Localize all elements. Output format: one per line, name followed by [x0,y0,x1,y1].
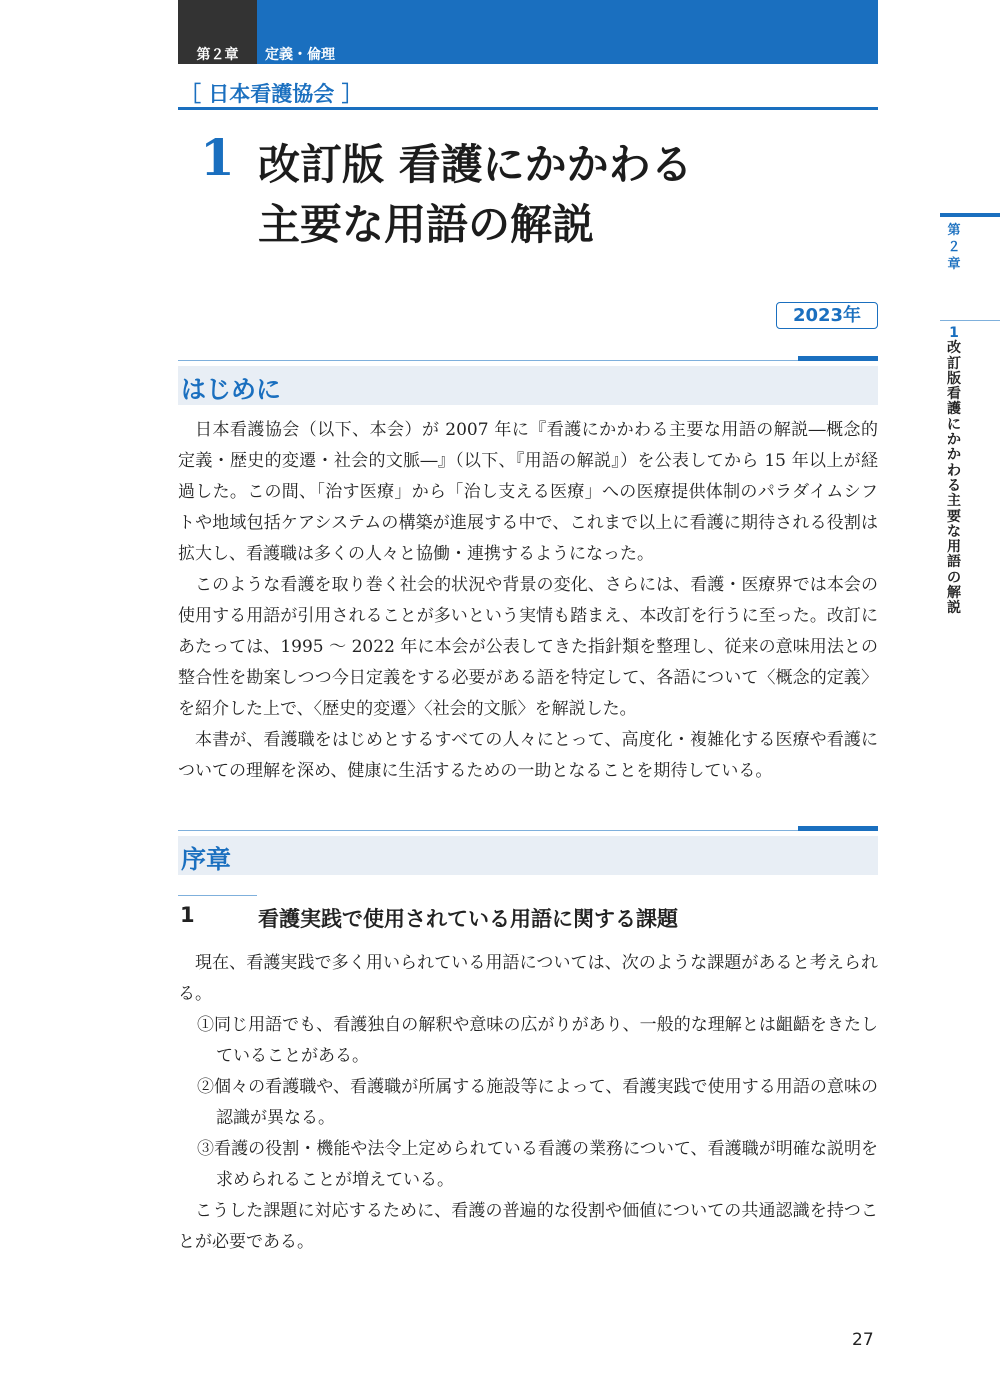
list-item: ②個々の看護職や、看護職が所属する施設等によって、看護実践で使用する用語の意味の認識が異なる。 [197,1077,878,1128]
side-tab-text: 改訂版 看護にかかわる主要な用語の解説 [947,340,961,617]
prologue-lead: 現在、看護実践で多く用いられている用語については、次のような課題があると考えられる。 [178,953,878,1004]
prologue-body [178,948,878,1258]
side-tab-rule [940,213,1000,217]
list-item: ①同じ用語でも、看護独自の解釈や意味の広がりがあり、一般的な理解とは齟齬をきたしていることがある。 [197,1015,878,1066]
header-chapter-label: 第２章 [196,47,239,63]
section-header-bg [178,836,878,875]
header-topic-label: 定義・倫理 [265,47,335,63]
section-rule-accent [798,826,878,831]
page-title-line-2: 主要な用語の解説 [258,200,595,249]
side-tab-chapter: 第２章 [947,223,961,272]
intro-paragraph: 日本看護協会（以下、本会）が 2007 年に『看護にかかわる主要な用語の解説―概念的定義・歴史的変遷・社会的文脈―』（以下、『用語の解説』）を公表してから 15 年以上が経過した。この間、「治す医療」から「治し支える医療」への医療提供体制のパラダイムシフトや地域包括ケアシステムの構築が進展する中で、これまで以上に看護に期待される役割は拡大し、看護職は多くの人々と協働・連携するようになった。 [178,420,878,564]
section-header-bg [178,366,878,405]
subsection-rule [178,895,257,896]
subsection-title: 看護実践で使用されている用語に関する課題 [258,907,678,931]
intro-paragraph: このような看護を取り巻く社会的状況や背景の変化、さらには、看護・医療界では本会の使用する用語が引用されることが多いという実情も踏まえ、本改訂を行うに至った。改訂にあたっては、1995 ～ 2022 年に本会が公表してきた指針類を整理し、従来の意味用法との整合性を勘案しつつ今日定義をする必要がある語を特定して、各語について〈概念的定義〉を紹介した上で、〈歴史的変遷〉〈社会的文脈〉を解説した。 [178,575,878,719]
section-heading-intro: はじめに [181,375,282,404]
intro-body [178,415,878,787]
header-topic-block [257,0,878,64]
list-item: ③看護の役割・機能や法令上定められている看護の業務について、看護職が明確な説明を求められることが増えている。 [197,1139,878,1190]
title-number: 1 [200,128,235,187]
intro-paragraph: 本書が、看護職をはじめとするすべての人々にとって、高度化・複雑化する医療や看護についての理解を深め、健康に生活するための一助となることを期待している。 [178,730,878,781]
year-badge: 2023年 [776,302,878,329]
organization-rule [178,107,878,110]
organization-label: ［ 日本看護協会 ］ [180,82,363,106]
section-heading-prologue: 序章 [181,845,232,874]
section-rule [178,360,878,361]
side-tab-divider [940,320,1000,321]
page-number: 27 [852,1330,874,1350]
page-title-line-1: 改訂版 看護にかかわる [258,140,693,189]
side-tab-number: 1 [949,325,959,341]
prologue-closing: こうした課題に対応するために、看護の普遍的な役割や価値についての共通認識を持つことが必要である。 [178,1201,878,1252]
side-tab-title [946,326,962,617]
section-rule-accent [798,356,878,361]
subsection-number: 1 [180,903,195,927]
section-rule [178,830,878,831]
